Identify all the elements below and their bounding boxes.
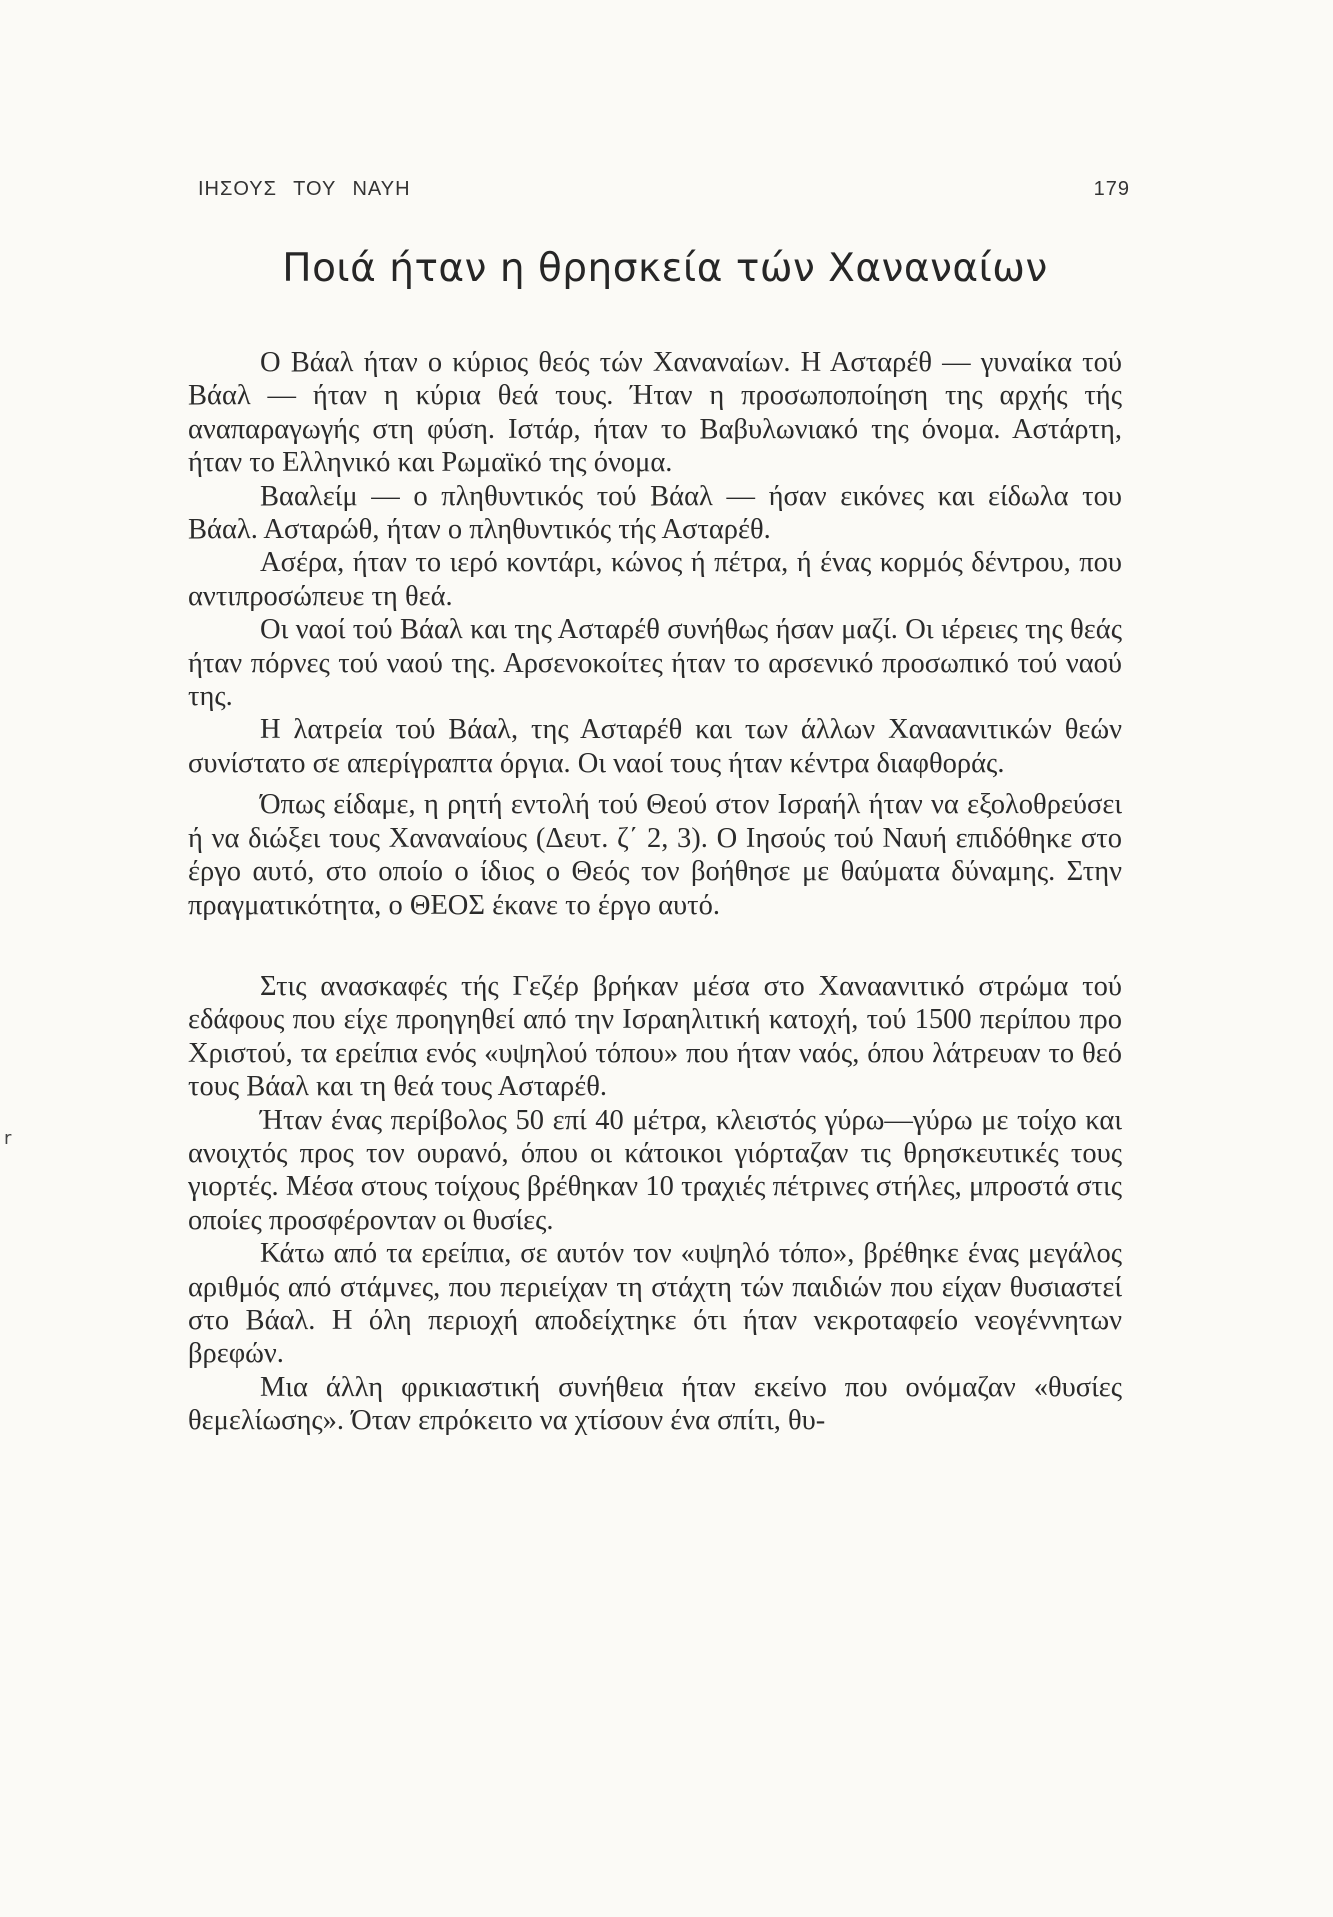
page-number: 179: [1093, 178, 1130, 200]
paragraph: Ο Βάαλ ήταν ο κύριος θεός τών Χαναναίων. Η Ασταρέθ — γυναίκα τού Βάαλ — ήταν η κύρια θεά τους. Ήταν η προσωποποίηση της αρχής τής αναπαραγωγής στη φύση. Ιστάρ, ήταν το Βαβυλωνιακό της όνομα. Αστάρτη, ήταν το Ελληνικό και Ρωμαϊκό της όνομα.: [188, 347, 1122, 479]
paragraph: Όπως είδαμε, η ρητή εντολή τού Θεού στον Ισραήλ ήταν να εξολοθρεύσει ή να διώξει τους Χαναναίους (Δευτ. ζ΄ 2, 3). Ο Ιησούς τού Ναυή επιδόθηκε στο έργο αυτό, στο οποίο ο ίδιος ο Θεός τον βοήθησε με θαύματα δύναμης. Στην πραγματικότητα, ο ΘΕΟΣ έκανε το έργο αυτό.: [188, 789, 1122, 921]
paragraph: Μια άλλη φρικιαστική συνήθεια ήταν εκείνο που ονόμαζαν «θυσίες θεμελίωσης». Όταν επρόκειτο να χτίσουν ένα σπίτι, θυ-: [188, 1371, 1122, 1437]
paragraph: Στις ανασκαφές τής Γεζέρ βρήκαν μέσα στο Χαναανιτικό στρώμα τού εδάφους που είχε προηγηθεί από την Ισραηλιτική κατοχή, τού 1500 περίπου προ Χριστού, τα ερείπια ενός «υψηλού τόπου» που ήταν ναός, όπου λάτρευαν το θεό τους Βάαλ και τη θεά τους Ασταρέθ.: [188, 970, 1122, 1103]
running-header: [198, 178, 1130, 208]
running-title: ΙΗΣΟΥΣ ΤΟΥ ΝΑΥΗ: [198, 178, 411, 200]
paragraph: Βααλείμ — ο πληθυντικός τού Βάαλ — ήσαν εικόνες και είδωλα του Βάαλ. Ασταρώθ, ήταν ο πληθυντικός τής Ασταρέθ.: [188, 480, 1122, 546]
chapter-heading: Ποιά ήταν η θρησκεία τών Χαναναίων: [282, 246, 1048, 291]
paragraph: Οι ναοί τού Βάαλ και της Ασταρέθ συνήθως ήσαν μαζί. Οι ιέρειες της θεάς ήταν πόρνες τού ναού της. Αρσενοκοίτες ήταν το αρσενικό προσωπικό τού ναού της.: [188, 614, 1122, 713]
body-text: [188, 346, 1122, 1438]
margin-mark: r: [4, 1128, 12, 1149]
paragraph: Η λατρεία τού Βάαλ, της Ασταρέθ και των άλλων Χαναανιτικών θεών συνίστατο σε απερίγραπτα όργια. Οι ναοί τους ήταν κέντρα διαφθοράς.: [188, 714, 1122, 779]
paragraph: Ασέρα, ήταν το ιερό κοντάρι, κώνος ή πέτρα, ή ένας κορμός δέντρου, που αντιπροσώπευε τη θεά.: [188, 547, 1122, 612]
paragraph: Ήταν ένας περίβολος 50 επί 40 μέτρα, κλειστός γύρω—γύρω με τοίχο και ανοιχτός προς τον ουρανό, όπου οι κάτοικοι γιόρταζαν τις θρησκευτικές τους γιορτές. Μέσα στους τοίχους βρέθηκαν 10 τραχιές πέτρινες στήλες, μπροστά στις οποίες προσφέρονταν οι θυσίες.: [188, 1104, 1122, 1236]
paragraph: Κάτω από τα ερείπια, σε αυτόν τον «υψηλό τόπο», βρέθηκε ένας μεγάλος αριθμός από στάμνες, που περιείχαν τη στάχτη τών παιδιών που είχαν θυσιαστεί στο Βάαλ. Η όλη περιοχή αποδείχτηκε ότι ήταν νεκροταφείο νεογέννητων βρεφών.: [188, 1238, 1122, 1370]
